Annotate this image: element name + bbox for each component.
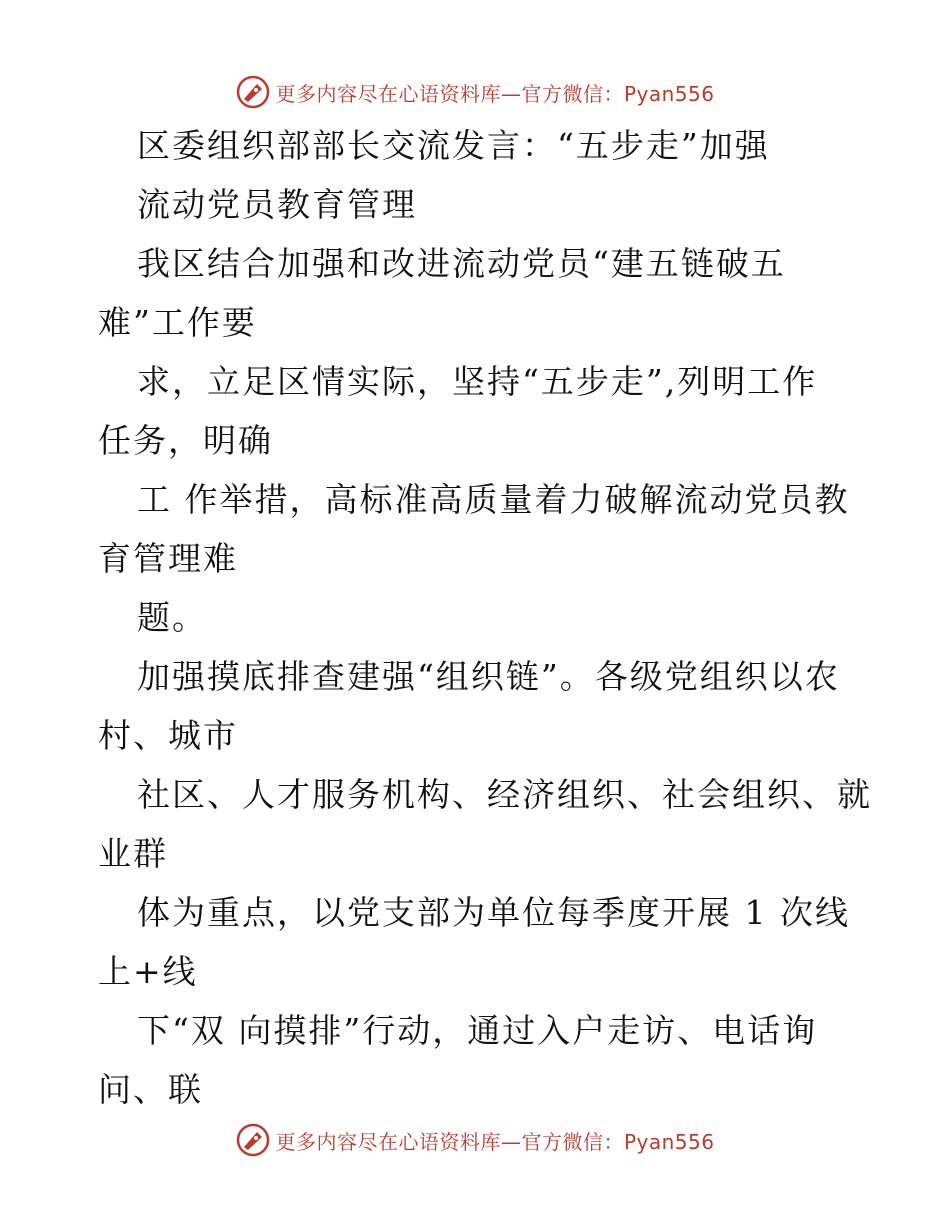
text-line: 下“双 向摸排”行动，通过入户走访、电话询 bbox=[137, 1011, 818, 1050]
text-line: 任务，明确 bbox=[98, 421, 273, 460]
pen-nib-logo-icon bbox=[235, 1122, 271, 1158]
text-line: 上+线 bbox=[98, 952, 198, 991]
title-line-2: 流动党员教育管理 bbox=[137, 185, 417, 224]
watermark-text: 更多内容尽在心语资料库—官方微信：Pyan556 bbox=[275, 1129, 715, 1154]
watermark-banner-top bbox=[0, 72, 950, 112]
text-line: 育管理难 bbox=[98, 539, 238, 578]
text-line: 问、联 bbox=[98, 1070, 203, 1109]
watermark-banner-bottom bbox=[0, 1120, 950, 1160]
title-line-1: 区委组织部部长交流发言：“五步走”加强 bbox=[137, 126, 770, 165]
watermark-text: 更多内容尽在心语资料库—官方微信：Pyan556 bbox=[275, 81, 715, 106]
text-line: 难”工作要 bbox=[98, 303, 257, 342]
text-line: 村、城市 bbox=[98, 716, 238, 755]
text-line: 加强摸底排查建强“组织链”。各级党组织以农 bbox=[137, 657, 840, 696]
text-line: 业群 bbox=[98, 834, 168, 873]
text-line: 我区结合加强和改进流动党员“建五链破五 bbox=[137, 244, 786, 283]
text-line: 体为重点，以党支部为单位每季度开展 1 次线 bbox=[137, 893, 850, 932]
text-line: 社区、人才服务机构、经济组织、社会组织、就 bbox=[137, 775, 872, 814]
text-line: 工 作举措，高标准高质量着力破解流动党员教 bbox=[137, 480, 850, 519]
text-line: 题。 bbox=[137, 598, 207, 637]
text-line: 求，立足区情实际，坚持“五步走”,列明工作 bbox=[137, 362, 818, 401]
pen-nib-logo-icon bbox=[235, 74, 271, 110]
